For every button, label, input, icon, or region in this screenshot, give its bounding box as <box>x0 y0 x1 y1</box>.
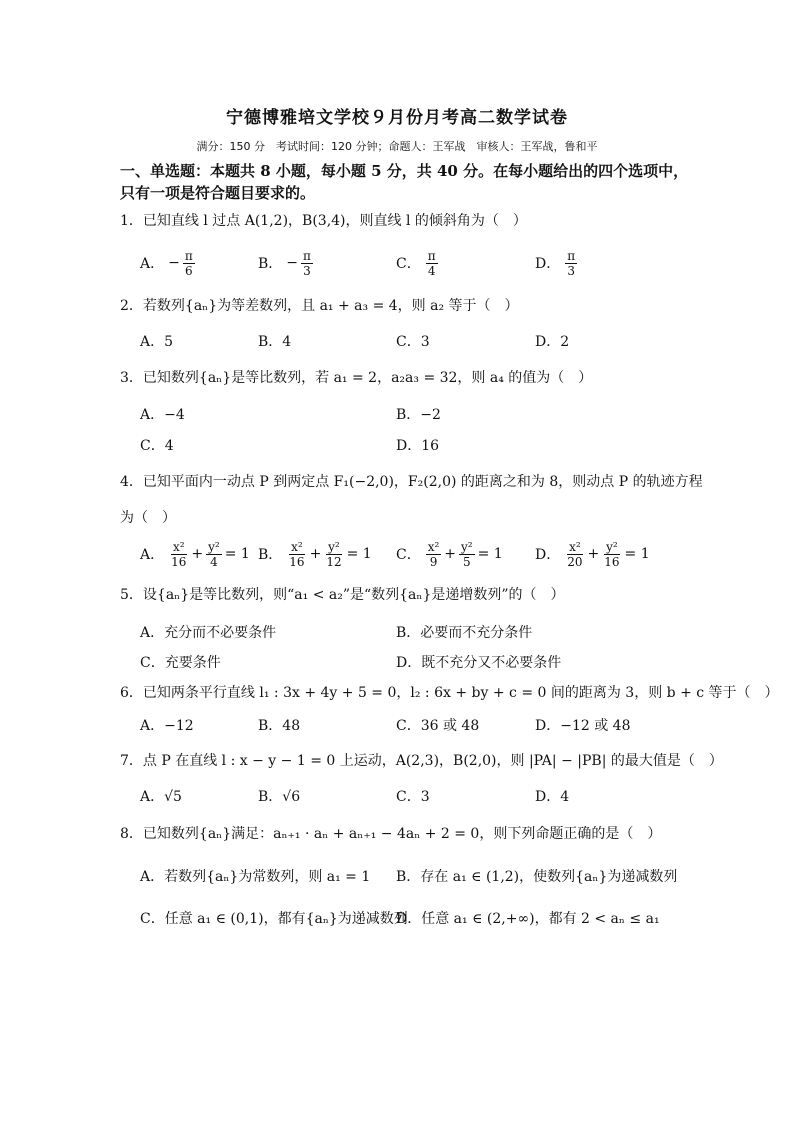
q4-option-d-x-numerator: x² <box>569 539 581 554</box>
q4-option-c-y-denominator: 5 <box>463 554 471 569</box>
q8-option-c: C．任意 a₁ ∈ (0,1)，都有{aₙ}为递减数列 <box>140 911 408 927</box>
q4-option-a-label: A． <box>140 547 165 563</box>
q1-option-b-label: B． <box>258 256 283 272</box>
question-1-stem: 1．已知直线 l 过点 A(1,2)，B(3,4)，则直线 l 的倾斜角为（ ） <box>120 213 527 229</box>
q4-option-d-y-denominator: 16 <box>604 554 620 569</box>
q1-option-b <box>258 245 314 281</box>
q4-option-d-label: D． <box>535 547 561 563</box>
q4-option-b-y-numerator: y² <box>328 539 340 554</box>
q8-option-d: D．任意 a₁ ∈ (2,+∞)，都有 2 < aₙ ≤ a₁ <box>396 911 660 927</box>
q1-option-b-sign: − <box>286 255 299 271</box>
q4-option-a-x-fraction <box>169 540 188 569</box>
question-4-options <box>140 536 700 572</box>
q1-option-a <box>140 245 196 281</box>
q4-option-a-equals: = 1 <box>224 546 250 562</box>
q3-option-c: C．4 <box>140 438 174 454</box>
q4-option-b-equals: = 1 <box>346 546 372 562</box>
q4-option-b-x-denominator: 16 <box>289 554 305 569</box>
q3-option-a: A．−4 <box>140 407 185 423</box>
q4-option-b-x-fraction <box>287 540 306 569</box>
q3-option-d: D．16 <box>396 438 440 454</box>
question-8-options-row2 <box>140 900 700 936</box>
q4-option-d-equals: = 1 <box>624 546 650 562</box>
q7-option-d: D．4 <box>535 789 570 805</box>
q4-option-d <box>535 536 650 572</box>
q6-option-b: B．48 <box>258 718 301 734</box>
q4-option-d-y-fraction <box>602 540 621 569</box>
question-3-stem: 3．已知数列{aₙ}是等比数列，若 a₁ = 2，a₂a₃ = 32，则 a₄ 的值为（ ） <box>120 370 593 386</box>
q4-option-c-plus: + <box>444 546 457 562</box>
q4-option-c-x-denominator: 9 <box>429 554 438 569</box>
q1-option-b-fraction <box>301 249 313 278</box>
q1-option-c-denominator: 4 <box>427 263 436 278</box>
q4-option-a-y-denominator: 4 <box>210 554 218 569</box>
q4-option-c-x-numerator: x² <box>427 539 440 554</box>
q5-option-b: B．必要而不充分条件 <box>396 625 533 641</box>
question-8-options-row1 <box>140 858 700 894</box>
q2-option-a: A．5 <box>140 334 174 350</box>
q4-option-a-x-denominator: 16 <box>171 554 187 569</box>
q4-option-a-plus: + <box>191 546 204 562</box>
q4-option-d-plus: + <box>587 546 600 562</box>
q4-option-c-y-numerator: y² <box>461 539 473 554</box>
q4-option-c-equals: = 1 <box>477 546 503 562</box>
q4-option-a-y-numerator: y² <box>208 539 220 554</box>
question-5-options-row2 <box>140 644 700 680</box>
q1-option-a-numerator: π <box>184 248 193 263</box>
question-4-stem: 4．已知平面内一动点 P 到两定点 F₁(−2,0)，F₂(2,0) 的距离之和为 8，则动点 P 的轨迹方程 <box>120 474 703 490</box>
q4-option-c-x-fraction <box>426 540 442 569</box>
q3-option-b: B．−2 <box>396 407 441 423</box>
q1-option-c <box>396 245 439 281</box>
q4-option-a-x-numerator: x² <box>172 539 185 554</box>
question-7-options <box>140 778 700 814</box>
q6-option-c: C．36 或 48 <box>396 718 480 734</box>
q6-option-a: A．−12 <box>140 718 194 734</box>
q5-option-a: A．充分而不必要条件 <box>140 625 277 641</box>
q1-option-c-label: C． <box>396 256 421 272</box>
q4-option-b-label: B． <box>258 547 283 563</box>
q4-option-c-label: C． <box>396 547 421 563</box>
q4-option-b-y-denominator: 12 <box>326 554 342 569</box>
q7-option-a: A．√5 <box>140 789 182 805</box>
q2-option-b: B．4 <box>258 334 292 350</box>
question-2-options <box>140 323 700 359</box>
question-4-stem-continued: 为（ ） <box>120 510 176 526</box>
q1-option-d <box>535 245 578 281</box>
q4-option-d-x-fraction <box>565 540 584 569</box>
q4-option-c <box>396 536 503 572</box>
q7-option-c: C．3 <box>396 789 430 805</box>
question-1-options <box>140 245 700 281</box>
q1-option-d-numerator: π <box>567 248 576 263</box>
q4-option-b-x-numerator: x² <box>291 539 303 554</box>
q4-option-c-y-fraction <box>459 540 475 569</box>
q4-option-d-x-denominator: 20 <box>567 554 583 569</box>
question-2-stem: 2．若数列{aₙ}为等差数列，且 a₁ + a₃ = 4，则 a₂ 等于（ ） <box>120 298 519 314</box>
q1-option-d-label: D． <box>535 256 561 272</box>
q1-option-a-fraction <box>183 249 195 278</box>
q1-option-d-fraction <box>565 249 577 278</box>
page-title: 宁德博雅培文学校９月份月考高二数学试卷 <box>226 108 568 128</box>
q5-option-c: C．充要条件 <box>140 655 221 671</box>
q8-option-b: B．存在 a₁ ∈ (1,2)，使数列{aₙ}为递减数列 <box>396 869 678 885</box>
q1-option-c-fraction <box>426 249 438 278</box>
q4-option-a-y-fraction <box>206 540 222 569</box>
question-6-options <box>140 707 700 743</box>
q1-option-b-numerator: π <box>303 248 311 263</box>
q1-option-a-denominator: 6 <box>184 263 193 278</box>
q8-option-a: A．若数列{aₙ}为常数列，则 a₁ = 1 <box>140 869 371 885</box>
q4-option-b-plus: + <box>309 546 322 562</box>
q7-option-b: B．√6 <box>258 789 301 805</box>
question-8-stem: 8．已知数列{aₙ}满足：aₙ₊₁ · aₙ + aₙ₊₁ − 4aₙ + 2 = 0，则下列命题正确的是（ ） <box>120 826 662 842</box>
section-heading: 一、单选题：本题共 8 小题，每小题 5 分，共 40 分。在每小题给出的四个选项中，只有一项是符合题目要求的。 <box>120 162 689 202</box>
question-7-stem: 7．点 P 在直线 l : x − y − 1 = 0 上运动，A(2,3)，B(2,0)，则 |PA| − |PB| 的最大值是（ ） <box>120 753 723 769</box>
q4-option-b <box>258 536 372 572</box>
question-6-stem: 6．已知两条平行直线 l₁ : 3x + 4y + 5 = 0，l₂ : 6x + by + c = 0 间的距离为 3，则 b + c 等于（ ） <box>120 685 779 701</box>
q1-option-c-numerator: π <box>427 248 436 263</box>
q1-option-a-sign: − <box>168 255 180 271</box>
q4-option-b-y-fraction <box>324 540 343 569</box>
q5-option-d: D．既不充分又不必要条件 <box>396 655 562 671</box>
q1-option-d-denominator: 3 <box>567 263 575 278</box>
q4-option-a <box>140 536 250 572</box>
q1-option-a-label: A． <box>140 256 165 272</box>
question-5-stem: 5．设{aₙ}是等比数列，则“a₁ < a₂”是“数列{aₙ}是递增数列”的（ ） <box>120 587 565 603</box>
q4-option-d-y-numerator: y² <box>606 539 618 554</box>
q2-option-c: C．3 <box>396 334 430 350</box>
q2-option-d: D．2 <box>535 334 570 350</box>
exam-meta: 满分：150 分 考试时间：120 分钟；命题人：王军战 审核人：王军战，鲁和平 <box>196 140 598 153</box>
q1-option-b-denominator: 3 <box>303 263 311 278</box>
q6-option-d: D．−12 或 48 <box>535 718 631 734</box>
question-3-options-row2 <box>140 427 700 463</box>
